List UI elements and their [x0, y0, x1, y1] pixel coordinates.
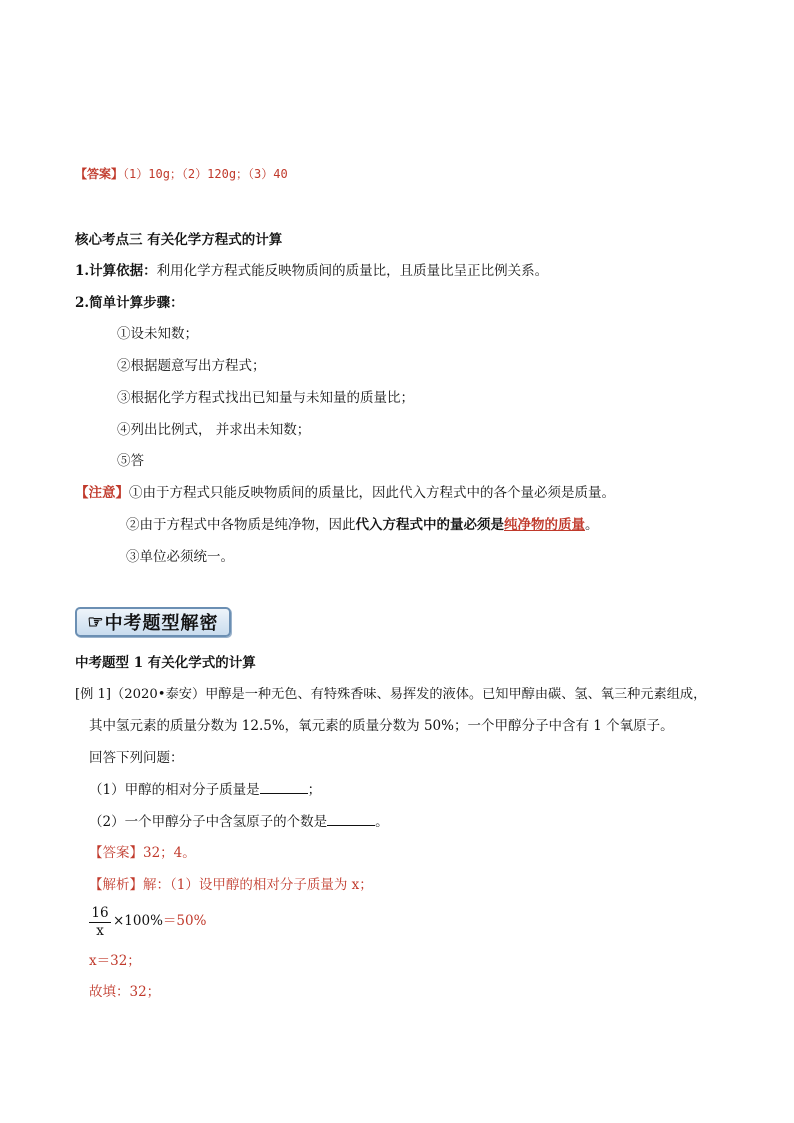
question-1 [89, 781, 321, 799]
type-heading: 中考题型 1 有关化学式的计算 [75, 655, 256, 671]
note-2-emphasis: 纯净物的质量 [504, 517, 585, 533]
step-item: ⑤答 [117, 453, 144, 469]
x-result-line: x＝32； [89, 953, 141, 969]
analysis-line [89, 876, 373, 894]
example-line-1: [例 1]（2020•泰安）甲醇是一种无色、有特殊香味、易挥发的液体。已知甲醇由碳、氢、氧三种元素组成， [75, 687, 707, 702]
example-line-2: 其中氢元素的质量分数为 12.5%，氧元素的质量分数为 50%；一个甲醇分子中含有 1 个氧原子。 [89, 718, 674, 734]
basis-line [75, 262, 548, 280]
step-item: ②根据题意写出方程式； [117, 358, 266, 374]
example-answer-text: 32；4。 [143, 845, 196, 861]
section-heading: 核心考点三 有关化学方程式的计算 [75, 232, 283, 248]
note-line-3: ③单位必须统一。 [126, 549, 234, 565]
answer-text: （1）10g；（2）120g；（3）40 [123, 167, 288, 181]
fraction-tail-a: ×100% [113, 913, 163, 929]
fraction-tail [113, 912, 206, 930]
example-answer-tag: 【答案】 [89, 845, 143, 861]
section-banner [75, 607, 231, 637]
fill-line: 故填：32； [89, 984, 161, 1000]
fraction [89, 905, 111, 939]
note-1-text: ①由于方程式只能反映物质间的质量比，因此代入方程式中的各个量必须是质量。 [129, 485, 615, 501]
note-2-text-d: 。 [585, 517, 599, 533]
fraction-denominator: x [96, 923, 104, 939]
step-item: ①设未知数； [117, 326, 198, 342]
analysis-text: 解：（1）设甲醇的相对分子质量为 x； [143, 877, 373, 893]
pointing-hand-icon: ☞ [87, 611, 105, 633]
question-1-end: ； [307, 782, 322, 798]
step-item: ④列出比例式， 并求出未知数； [117, 422, 311, 438]
answer-blank [327, 813, 375, 826]
note-2-text-a: ②由于方程式中各物质是纯净物，因此 [126, 517, 356, 533]
question-1-text: （1）甲醇的相对分子质量是 [89, 782, 260, 798]
question-2 [89, 813, 389, 831]
steps-label: 2.简单计算步骤： [75, 295, 184, 311]
example-answer-line [89, 844, 196, 862]
note-line-1 [75, 484, 615, 502]
answer-line [75, 165, 288, 183]
note-line-2 [126, 516, 599, 534]
note-2-text-b: 代入方程式中的量必须是 [355, 517, 504, 533]
question-2-end: 。 [375, 814, 389, 830]
analysis-tag: 【解析】 [89, 877, 143, 893]
banner-text: 中考题型解密 [104, 613, 219, 634]
basis-text: 利用化学方程式能反映物质间的质量比，且质量比呈正比例关系。 [156, 263, 549, 279]
step-item: ③根据化学方程式找出已知量与未知量的质量比； [117, 390, 414, 406]
prompt-line: 回答下列问题： [89, 750, 184, 766]
fraction-numerator: 16 [89, 905, 111, 923]
question-2-text: （2）一个甲醇分子中含氢原子的个数是 [89, 814, 328, 830]
answer-tag: 【答案】 [75, 167, 124, 181]
fraction-tail-b: ＝50% [162, 913, 207, 929]
basis-label: 1.计算依据： [75, 263, 157, 279]
note-tag: 【注意】 [75, 485, 129, 501]
answer-blank [260, 781, 308, 794]
